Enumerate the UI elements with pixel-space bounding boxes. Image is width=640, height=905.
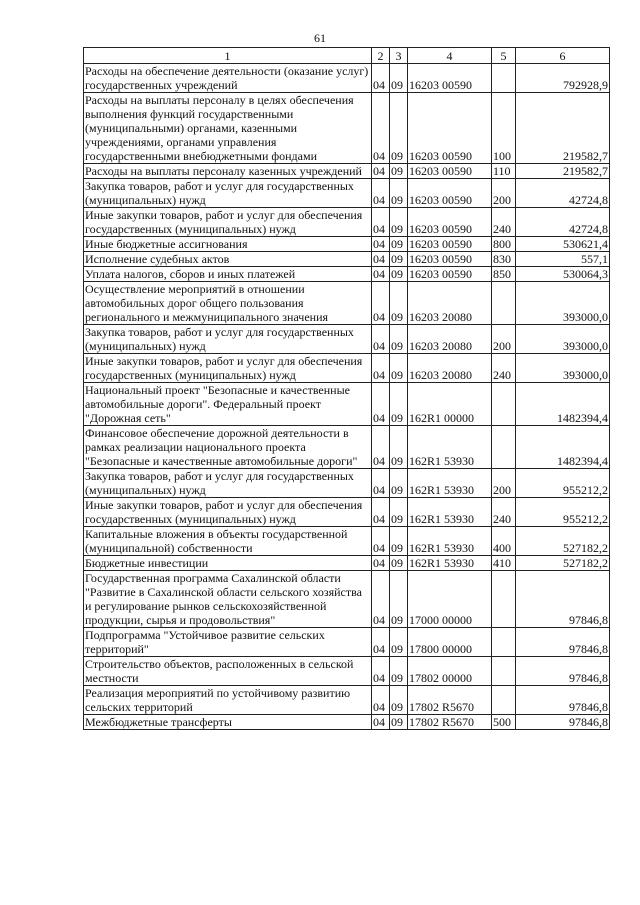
section-code-cell: 04 — [372, 657, 390, 686]
expense-type-cell: 500 — [492, 715, 516, 730]
budget-table — [83, 47, 610, 730]
section-code-cell: 04 — [372, 686, 390, 715]
amount-cell: 393000,0 — [516, 354, 610, 383]
expense-type-cell — [492, 571, 516, 628]
subsection-code-cell: 09 — [390, 267, 408, 282]
subsection-code-cell: 09 — [390, 383, 408, 426]
section-code-cell: 04 — [372, 628, 390, 657]
expense-name-cell: Осуществление мероприятий в отношении автомобильных дорог общего пользования регионального и межмуниципального значения — [84, 282, 372, 325]
target-article-cell: 162R1 53930 — [408, 426, 492, 469]
table-row — [84, 179, 610, 208]
subsection-code-cell: 09 — [390, 469, 408, 498]
amount-cell: 219582,7 — [516, 164, 610, 179]
subsection-code-cell: 09 — [390, 93, 408, 164]
target-article-cell: 16203 00590 — [408, 179, 492, 208]
expense-name-cell: Подпрограмма "Устойчивое развитие сельских территорий" — [84, 628, 372, 657]
section-code-cell: 04 — [372, 354, 390, 383]
table-row — [84, 93, 610, 164]
section-code-cell: 04 — [372, 93, 390, 164]
subsection-code-cell: 09 — [390, 527, 408, 556]
target-article-cell: 162R1 53930 — [408, 527, 492, 556]
expense-type-cell — [492, 657, 516, 686]
table-row — [84, 469, 610, 498]
section-code-cell: 04 — [372, 237, 390, 252]
table-row — [84, 657, 610, 686]
table-row — [84, 282, 610, 325]
expense-type-cell: 240 — [492, 498, 516, 527]
subsection-code-cell: 09 — [390, 237, 408, 252]
subsection-code-cell: 09 — [390, 208, 408, 237]
expense-name-cell: Уплата налогов, сборов и иных платежей — [84, 267, 372, 282]
subsection-code-cell: 09 — [390, 64, 408, 93]
amount-cell: 97846,8 — [516, 686, 610, 715]
column-header: 1 — [84, 48, 372, 64]
target-article-cell: 17000 00000 — [408, 571, 492, 628]
expense-type-cell: 410 — [492, 556, 516, 571]
table-row — [84, 715, 610, 730]
amount-cell: 42724,8 — [516, 208, 610, 237]
expense-name-cell: Иные бюджетные ассигнования — [84, 237, 372, 252]
table-row — [84, 556, 610, 571]
table-header-row — [84, 48, 610, 64]
target-article-cell: 162R1 53930 — [408, 556, 492, 571]
section-code-cell: 04 — [372, 469, 390, 498]
target-article-cell: 16203 20080 — [408, 354, 492, 383]
expense-name-cell: Исполнение судебных актов — [84, 252, 372, 267]
subsection-code-cell: 09 — [390, 556, 408, 571]
subsection-code-cell: 09 — [390, 657, 408, 686]
column-header: 5 — [492, 48, 516, 64]
table-row — [84, 237, 610, 252]
expense-type-cell — [492, 628, 516, 657]
target-article-cell: 16203 00590 — [408, 267, 492, 282]
expense-name-cell: Закупка товаров, работ и услуг для государственных (муниципальных) нужд — [84, 325, 372, 354]
amount-cell: 955212,2 — [516, 498, 610, 527]
subsection-code-cell: 09 — [390, 571, 408, 628]
expense-name-cell: Иные закупки товаров, работ и услуг для обеспечения государственных (муниципальных) нужд — [84, 208, 372, 237]
table-row — [84, 325, 610, 354]
expense-name-cell: Бюджетные инвестиции — [84, 556, 372, 571]
target-article-cell: 17802 R5670 — [408, 686, 492, 715]
subsection-code-cell: 09 — [390, 498, 408, 527]
expense-type-cell — [492, 383, 516, 426]
amount-cell: 1482394,4 — [516, 426, 610, 469]
expense-type-cell: 100 — [492, 93, 516, 164]
amount-cell: 1482394,4 — [516, 383, 610, 426]
expense-type-cell: 110 — [492, 164, 516, 179]
amount-cell: 557,1 — [516, 252, 610, 267]
expense-name-cell: Закупка товаров, работ и услуг для государственных (муниципальных) нужд — [84, 179, 372, 208]
table-row — [84, 252, 610, 267]
section-code-cell: 04 — [372, 179, 390, 208]
subsection-code-cell: 09 — [390, 325, 408, 354]
amount-cell: 97846,8 — [516, 628, 610, 657]
target-article-cell: 162R1 53930 — [408, 498, 492, 527]
amount-cell: 527182,2 — [516, 556, 610, 571]
target-article-cell: 16203 00590 — [408, 237, 492, 252]
amount-cell: 42724,8 — [516, 179, 610, 208]
expense-name-cell: Капитальные вложения в объекты государственной (муниципальной) собственности — [84, 527, 372, 556]
target-article-cell: 16203 20080 — [408, 325, 492, 354]
subsection-code-cell: 09 — [390, 628, 408, 657]
table-row — [84, 383, 610, 426]
subsection-code-cell: 09 — [390, 179, 408, 208]
amount-cell: 530621,4 — [516, 237, 610, 252]
expense-type-cell — [492, 64, 516, 93]
column-header: 4 — [408, 48, 492, 64]
expense-type-cell: 830 — [492, 252, 516, 267]
section-code-cell: 04 — [372, 282, 390, 325]
subsection-code-cell: 09 — [390, 354, 408, 383]
table-row — [84, 571, 610, 628]
target-article-cell: 162R1 00000 — [408, 383, 492, 426]
expense-name-cell: Реализация мероприятий по устойчивому развитию сельских территорий — [84, 686, 372, 715]
section-code-cell: 04 — [372, 208, 390, 237]
table-row — [84, 208, 610, 237]
table-row — [84, 164, 610, 179]
amount-cell: 393000,0 — [516, 282, 610, 325]
expense-name-cell: Расходы на выплаты персоналу казенных учреждений — [84, 164, 372, 179]
expense-type-cell: 240 — [492, 354, 516, 383]
section-code-cell: 04 — [372, 527, 390, 556]
table-row — [84, 527, 610, 556]
section-code-cell: 04 — [372, 164, 390, 179]
amount-cell: 955212,2 — [516, 469, 610, 498]
expense-name-cell: Расходы на обеспечение деятельности (оказание услуг) государственных учреждений — [84, 64, 372, 93]
table-row — [84, 498, 610, 527]
table-row — [84, 354, 610, 383]
subsection-code-cell: 09 — [390, 282, 408, 325]
expense-name-cell: Иные закупки товаров, работ и услуг для обеспечения государственных (муниципальных) нужд — [84, 498, 372, 527]
section-code-cell: 04 — [372, 426, 390, 469]
section-code-cell: 04 — [372, 556, 390, 571]
amount-cell: 219582,7 — [516, 93, 610, 164]
section-code-cell: 04 — [372, 571, 390, 628]
section-code-cell: 04 — [372, 267, 390, 282]
expense-name-cell: Закупка товаров, работ и услуг для государственных (муниципальных) нужд — [84, 469, 372, 498]
expense-type-cell — [492, 686, 516, 715]
expense-name-cell: Национальный проект "Безопасные и качественные автомобильные дороги". Федеральный проект "Дорожная сеть" — [84, 383, 372, 426]
amount-cell: 97846,8 — [516, 657, 610, 686]
target-article-cell: 17800 00000 — [408, 628, 492, 657]
table-row — [84, 426, 610, 469]
expense-type-cell — [492, 282, 516, 325]
expense-type-cell: 200 — [492, 469, 516, 498]
target-article-cell: 16203 00590 — [408, 164, 492, 179]
amount-cell: 527182,2 — [516, 527, 610, 556]
expense-name-cell: Финансовое обеспечение дорожной деятельности в рамках реализации национального проекта "Безопасные и качественные автомобильные дороги" — [84, 426, 372, 469]
target-article-cell: 16203 00590 — [408, 252, 492, 267]
section-code-cell: 04 — [372, 325, 390, 354]
amount-cell: 97846,8 — [516, 715, 610, 730]
subsection-code-cell: 09 — [390, 715, 408, 730]
table-row — [84, 686, 610, 715]
expense-type-cell: 850 — [492, 267, 516, 282]
section-code-cell: 04 — [372, 383, 390, 426]
subsection-code-cell: 09 — [390, 164, 408, 179]
amount-cell: 393000,0 — [516, 325, 610, 354]
expense-type-cell: 400 — [492, 527, 516, 556]
target-article-cell: 16203 20080 — [408, 282, 492, 325]
target-article-cell: 162R1 53930 — [408, 469, 492, 498]
section-code-cell: 04 — [372, 64, 390, 93]
expense-type-cell: 200 — [492, 179, 516, 208]
section-code-cell: 04 — [372, 252, 390, 267]
table-row — [84, 267, 610, 282]
subsection-code-cell: 09 — [390, 426, 408, 469]
expense-type-cell — [492, 426, 516, 469]
subsection-code-cell: 09 — [390, 252, 408, 267]
expense-name-cell: Иные закупки товаров, работ и услуг для обеспечения государственных (муниципальных) нужд — [84, 354, 372, 383]
expense-name-cell: Строительство объектов, расположенных в сельской местности — [84, 657, 372, 686]
expense-name-cell: Расходы на выплаты персоналу в целях обеспечения выполнения функций государственными (муниципальными) органами, казенными учреждениями, органами управления государственными внебюджетными фондами — [84, 93, 372, 164]
amount-cell: 97846,8 — [516, 571, 610, 628]
expense-name-cell: Межбюджетные трансферты — [84, 715, 372, 730]
amount-cell: 530064,3 — [516, 267, 610, 282]
expense-type-cell: 200 — [492, 325, 516, 354]
target-article-cell: 16203 00590 — [408, 64, 492, 93]
column-header: 6 — [516, 48, 610, 64]
page-number: 61 — [314, 31, 326, 45]
expense-name-cell: Государственная программа Сахалинской области "Развитие в Сахалинской области сельского хозяйства и регулирование рынков сельскохозяйственной продукции, сырья и продовольствия" — [84, 571, 372, 628]
target-article-cell: 16203 00590 — [408, 93, 492, 164]
target-article-cell: 16203 00590 — [408, 208, 492, 237]
section-code-cell: 04 — [372, 498, 390, 527]
subsection-code-cell: 09 — [390, 686, 408, 715]
amount-cell: 792928,9 — [516, 64, 610, 93]
expense-type-cell: 800 — [492, 237, 516, 252]
expense-type-cell: 240 — [492, 208, 516, 237]
table-row — [84, 64, 610, 93]
target-article-cell: 17802 00000 — [408, 657, 492, 686]
section-code-cell: 04 — [372, 715, 390, 730]
column-header: 2 — [372, 48, 390, 64]
target-article-cell: 17802 R5670 — [408, 715, 492, 730]
table-row — [84, 628, 610, 657]
column-header: 3 — [390, 48, 408, 64]
